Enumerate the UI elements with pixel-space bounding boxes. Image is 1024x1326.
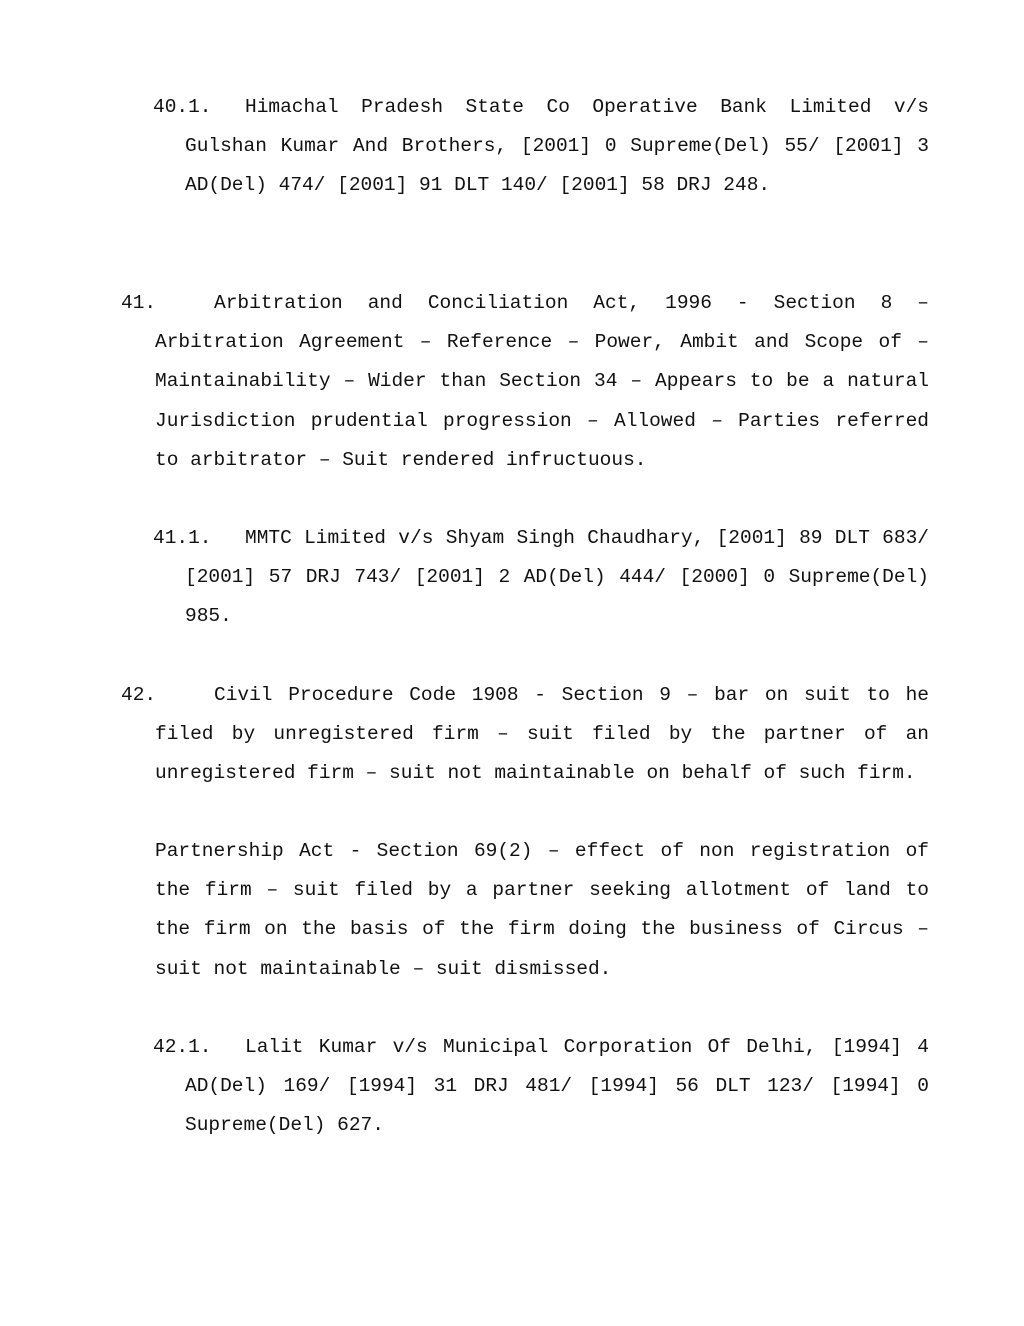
- headnote-42: [121, 676, 929, 794]
- citation-text: Himachal Pradesh State Co Operative Bank Limited v/s Gulshan Kumar And Brothers, [2001] 0 Supreme(Del) 55/ [2001] 3 AD(Del) 474/ [2001] 91 DLT 140/ [2001] 58 DRJ 248.: [185, 96, 929, 197]
- headnote-text: Arbitration and Conciliation Act, 1996 - Section 8 – Arbitration Agreement – Reference – Power, Ambit and Scope of – Maintainability – Wider than Section 34 – Appears to be a natural Jurisdiction prudential progression – Allowed – Parties referred to arbitrator – Suit rendered infructuous.: [155, 292, 929, 471]
- headnote-41: [121, 284, 929, 480]
- headnote-number: 42.: [121, 684, 157, 706]
- citation-40-1: [153, 88, 929, 206]
- citation-number: 41.1.: [153, 527, 212, 549]
- citation-text: MMTC Limited v/s Shyam Singh Chaudhary, [2001] 89 DLT 683/ [2001] 57 DRJ 743/ [2001] 2 AD(Del) 444/ [2000] 0 Supreme(Del) 985.: [185, 527, 929, 628]
- citation-42-1: [153, 1028, 929, 1146]
- headnote-number: 41.: [121, 292, 157, 314]
- headnote-text: Civil Procedure Code 1908 - Section 9 – bar on suit to he filed by unregistered firm – suit filed by the partner of an unregistered firm – suit not maintainable on behalf of such firm.: [155, 684, 929, 785]
- citation-number: 40.1.: [153, 96, 212, 118]
- headnote-42-paragraph-2: [155, 832, 929, 989]
- citation-text: Lalit Kumar v/s Municipal Corporation Of Delhi, [1994] 4 AD(Del) 169/ [1994] 31 DRJ 481/ [1994] 56 DLT 123/ [1994] 0 Supreme(Del) 627.: [185, 1036, 929, 1137]
- headnote-text: Partnership Act - Section 69(2) – effect of non registration of the firm – suit filed by a partner seeking allotment of land to the firm on the basis of the firm doing the business of Circus – suit not maintainable – suit dismissed.: [155, 840, 929, 980]
- citation-41-1: [153, 519, 929, 637]
- citation-number: 42.1.: [153, 1036, 212, 1058]
